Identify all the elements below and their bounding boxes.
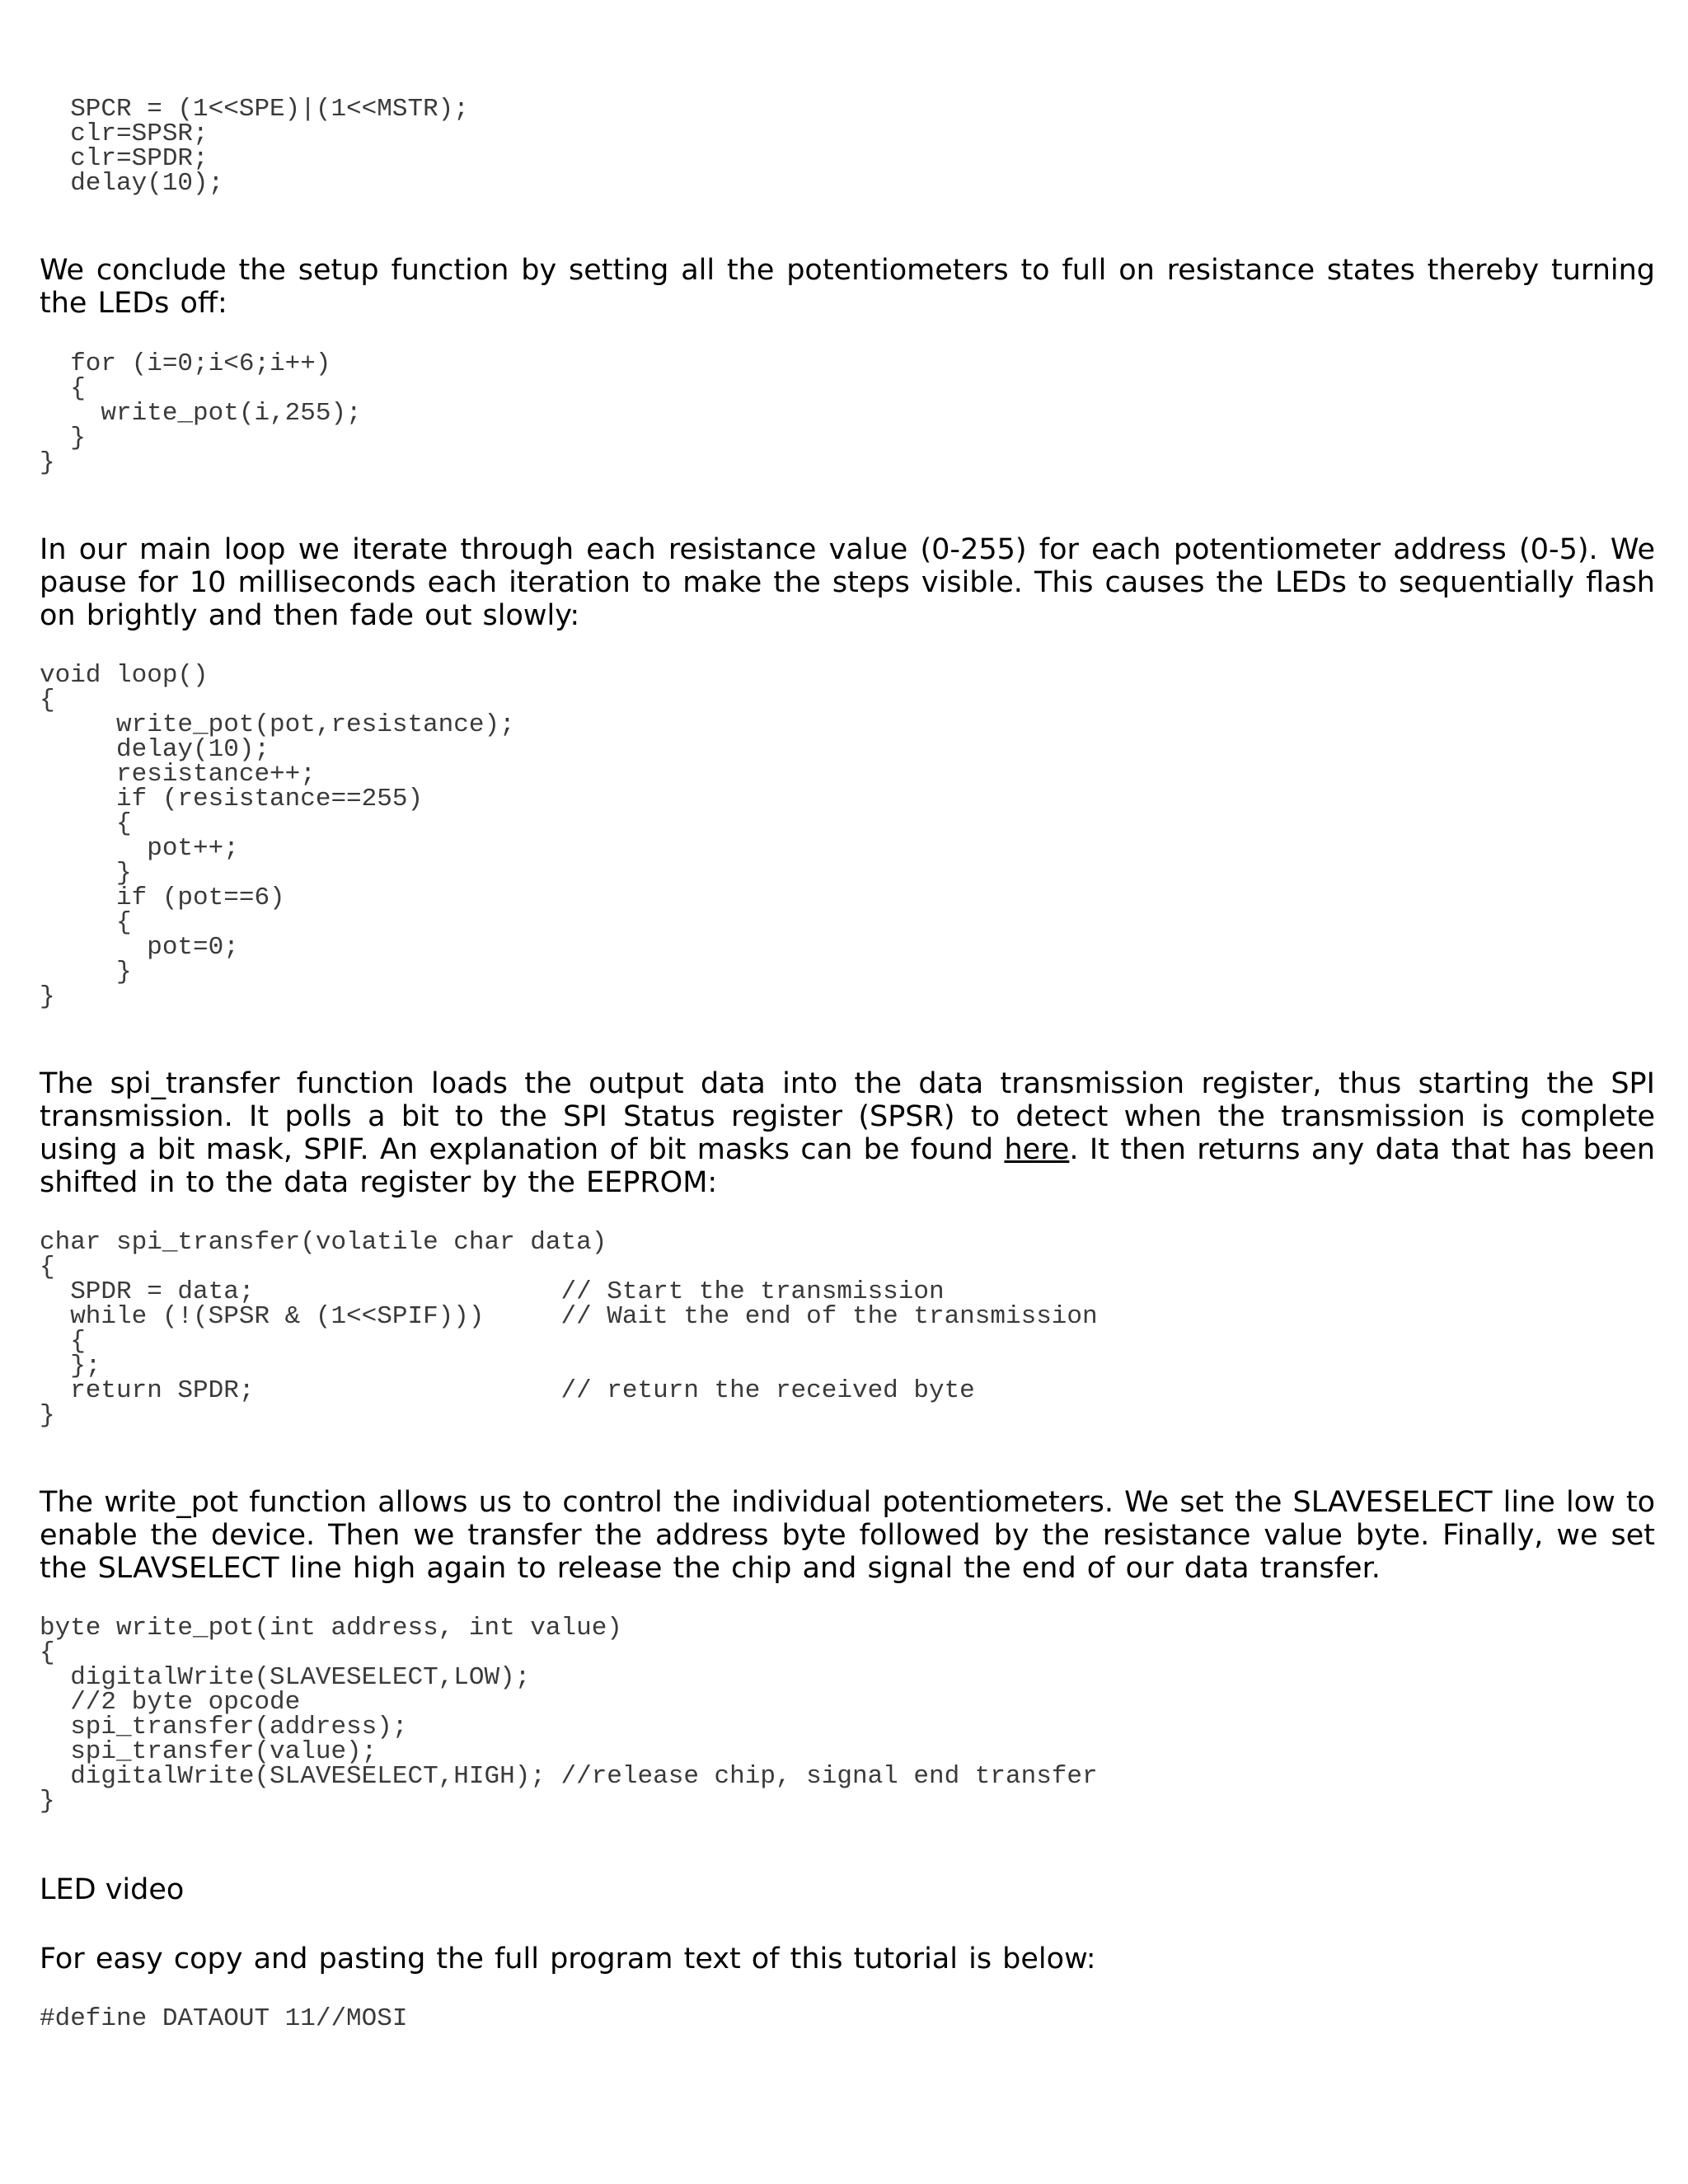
heading-led-video: LED video <box>40 1873 185 1906</box>
code-block-spi-setup: SPCR = (1<<SPE)|(1<<MSTR); clr=SPSR; clr=SPDR; delay(10); <box>70 95 469 198</box>
code-block-write-pot: byte write_pot(int address, int value) { digitalWrite(SLAVESELECT,LOW); //2 byte opcode spi_transfer(address); spi_transfer(value); digitalWrite(SLAVESELECT,HIGH); //release chip, signal end transfer } <box>40 1614 1098 1816</box>
code-block-main-loop: void loop() { write_pot(pot,resistance); delay(10); resistance++; if (resistance==255) { pot++; } if (pot==6) { pot=0; } } <box>40 661 515 1011</box>
here-link[interactable]: here <box>1004 1133 1070 1166</box>
code-block-spi-transfer: char spi_transfer(volatile char data) { SPDR = data; // Start the transmission while (!(SPSR & (1<<SPIF))) // Wait the end of the transmission { }; return SPDR; // return the received byte } <box>40 1228 1098 1430</box>
paragraph-full-program: For easy copy and pasting the full program text of this tutorial is below: <box>40 1943 1096 1975</box>
code-block-define-dataout: #define DATAOUT 11//MOSI <box>40 2004 408 2033</box>
document-page <box>40 97 1655 2032</box>
paragraph-setup-conclusion: We conclude the setup function by setting all the potentiometers to full on resistance states thereby turning the LEDs off: <box>40 254 1655 320</box>
paragraph-spi-transfer-text-end: . It then returns any data that has been shifted in to the data register by the EEPROM: <box>40 1133 1655 1199</box>
paragraph-write-pot: The write_pot function allows us to control the individual potentiometers. We set the SLAVESELECT line low to enable the device. Then we transfer the address byte followed by the resistance value byte. Finally, we set the SLAVSELECT line high again to release the chip and signal the end of our data transfer. <box>40 1486 1655 1585</box>
paragraph-main-loop: In our main loop we iterate through each resistance value (0-255) for each potentiometer address (0-5). We pause for 10 milliseconds each iteration to make the steps visible. This causes the LEDs to sequentially flash on brightly and then fade out slowly: <box>40 533 1655 632</box>
paragraph-spi-transfer <box>40 1067 1655 1199</box>
paragraph-spi-transfer-text-start: The spi_transfer function loads the output data into the data transmission register, thus starting the SPI transmission. It polls a bit to the SPI Status register (SPSR) to detect when the transmission is complete using a bit mask, SPIF. An explanation of bit masks can be found <box>40 1067 1655 1166</box>
code-block-setup-loop: for (i=0;i<6;i++) { write_pot(i,255); } } <box>40 349 362 477</box>
